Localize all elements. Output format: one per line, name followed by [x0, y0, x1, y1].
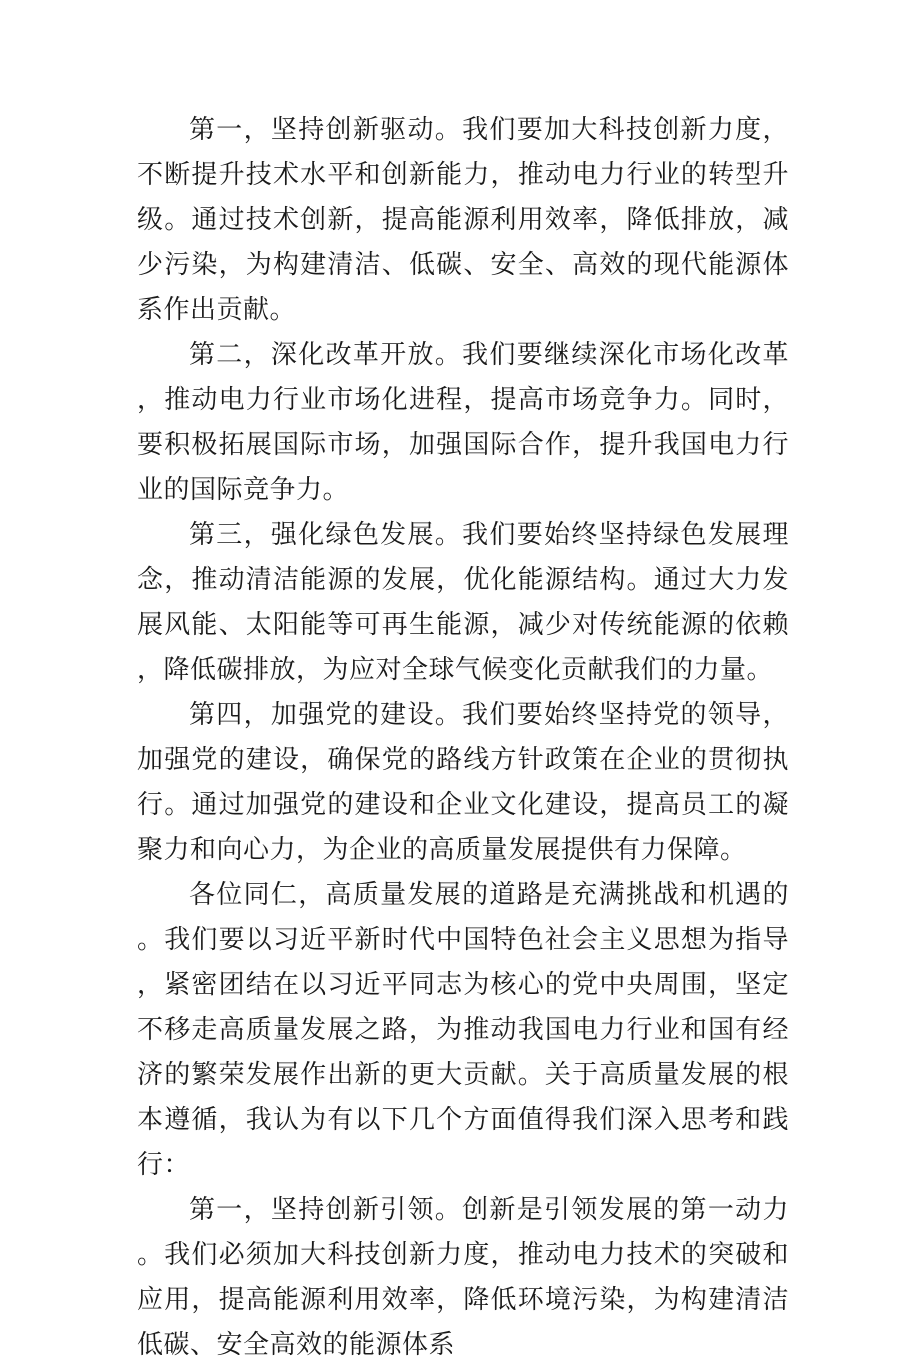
paragraph-party-building: 第四，加强党的建设。我们要始终坚持党的领导，加强党的建设，确保党的路线方针政策在企业的贯彻执行。通过加强党的建设和企业文化建设，提高员工的凝聚力和向心力，为企业的高质量发展提供有力保障。 — [137, 700, 789, 865]
paragraph-reform-opening: 第二，深化改革开放。我们要继续深化市场化改革，推动电力行业市场化进程，提高市场竞争力。同时，要积极拓展国际市场，加强国际合作，提升我国电力行业的国际竞争力。 — [137, 340, 789, 505]
paragraph-innovation-driven: 第一，坚持创新驱动。我们要加大科技创新力度，不断提升技术水平和创新能力，推动电力行业的转型升级。通过技术创新，提高能源利用效率，降低排放，减少污染，为构建清洁、低碳、安全、高效的现代能源体系作出贡献。 — [137, 115, 789, 325]
paragraph-green-development: 第三，强化绿色发展。我们要始终坚持绿色发展理念，推动清洁能源的发展，优化能源结构。通过大力发展风能、太阳能等可再生能源，减少对传统能源的依赖，降低碳排放，为应对全球气候变化贡献我们的力量。 — [137, 520, 789, 685]
paragraph-high-quality-development: 各位同仁，高质量发展的道路是充满挑战和机遇的。我们要以习近平新时代中国特色社会主义思想为指导，紧密团结在以习近平同志为核心的党中央周围，坚定不移走高质量发展之路，为推动我国电力行业和国有经济的繁荣发展作出新的更大贡献。关于高质量发展的根本遵循，我认为有以下几个方面值得我们深入思考和践行： — [137, 880, 789, 1180]
paragraph-innovation-leading: 第一，坚持创新引领。创新是引领发展的第一动力。我们必须加大科技创新力度，推动电力技术的突破和应用，提高能源利用效率，降低环境污染，为构建清洁低碳、安全高效的能源体系 — [137, 1195, 789, 1360]
document-body — [137, 108, 789, 1368]
